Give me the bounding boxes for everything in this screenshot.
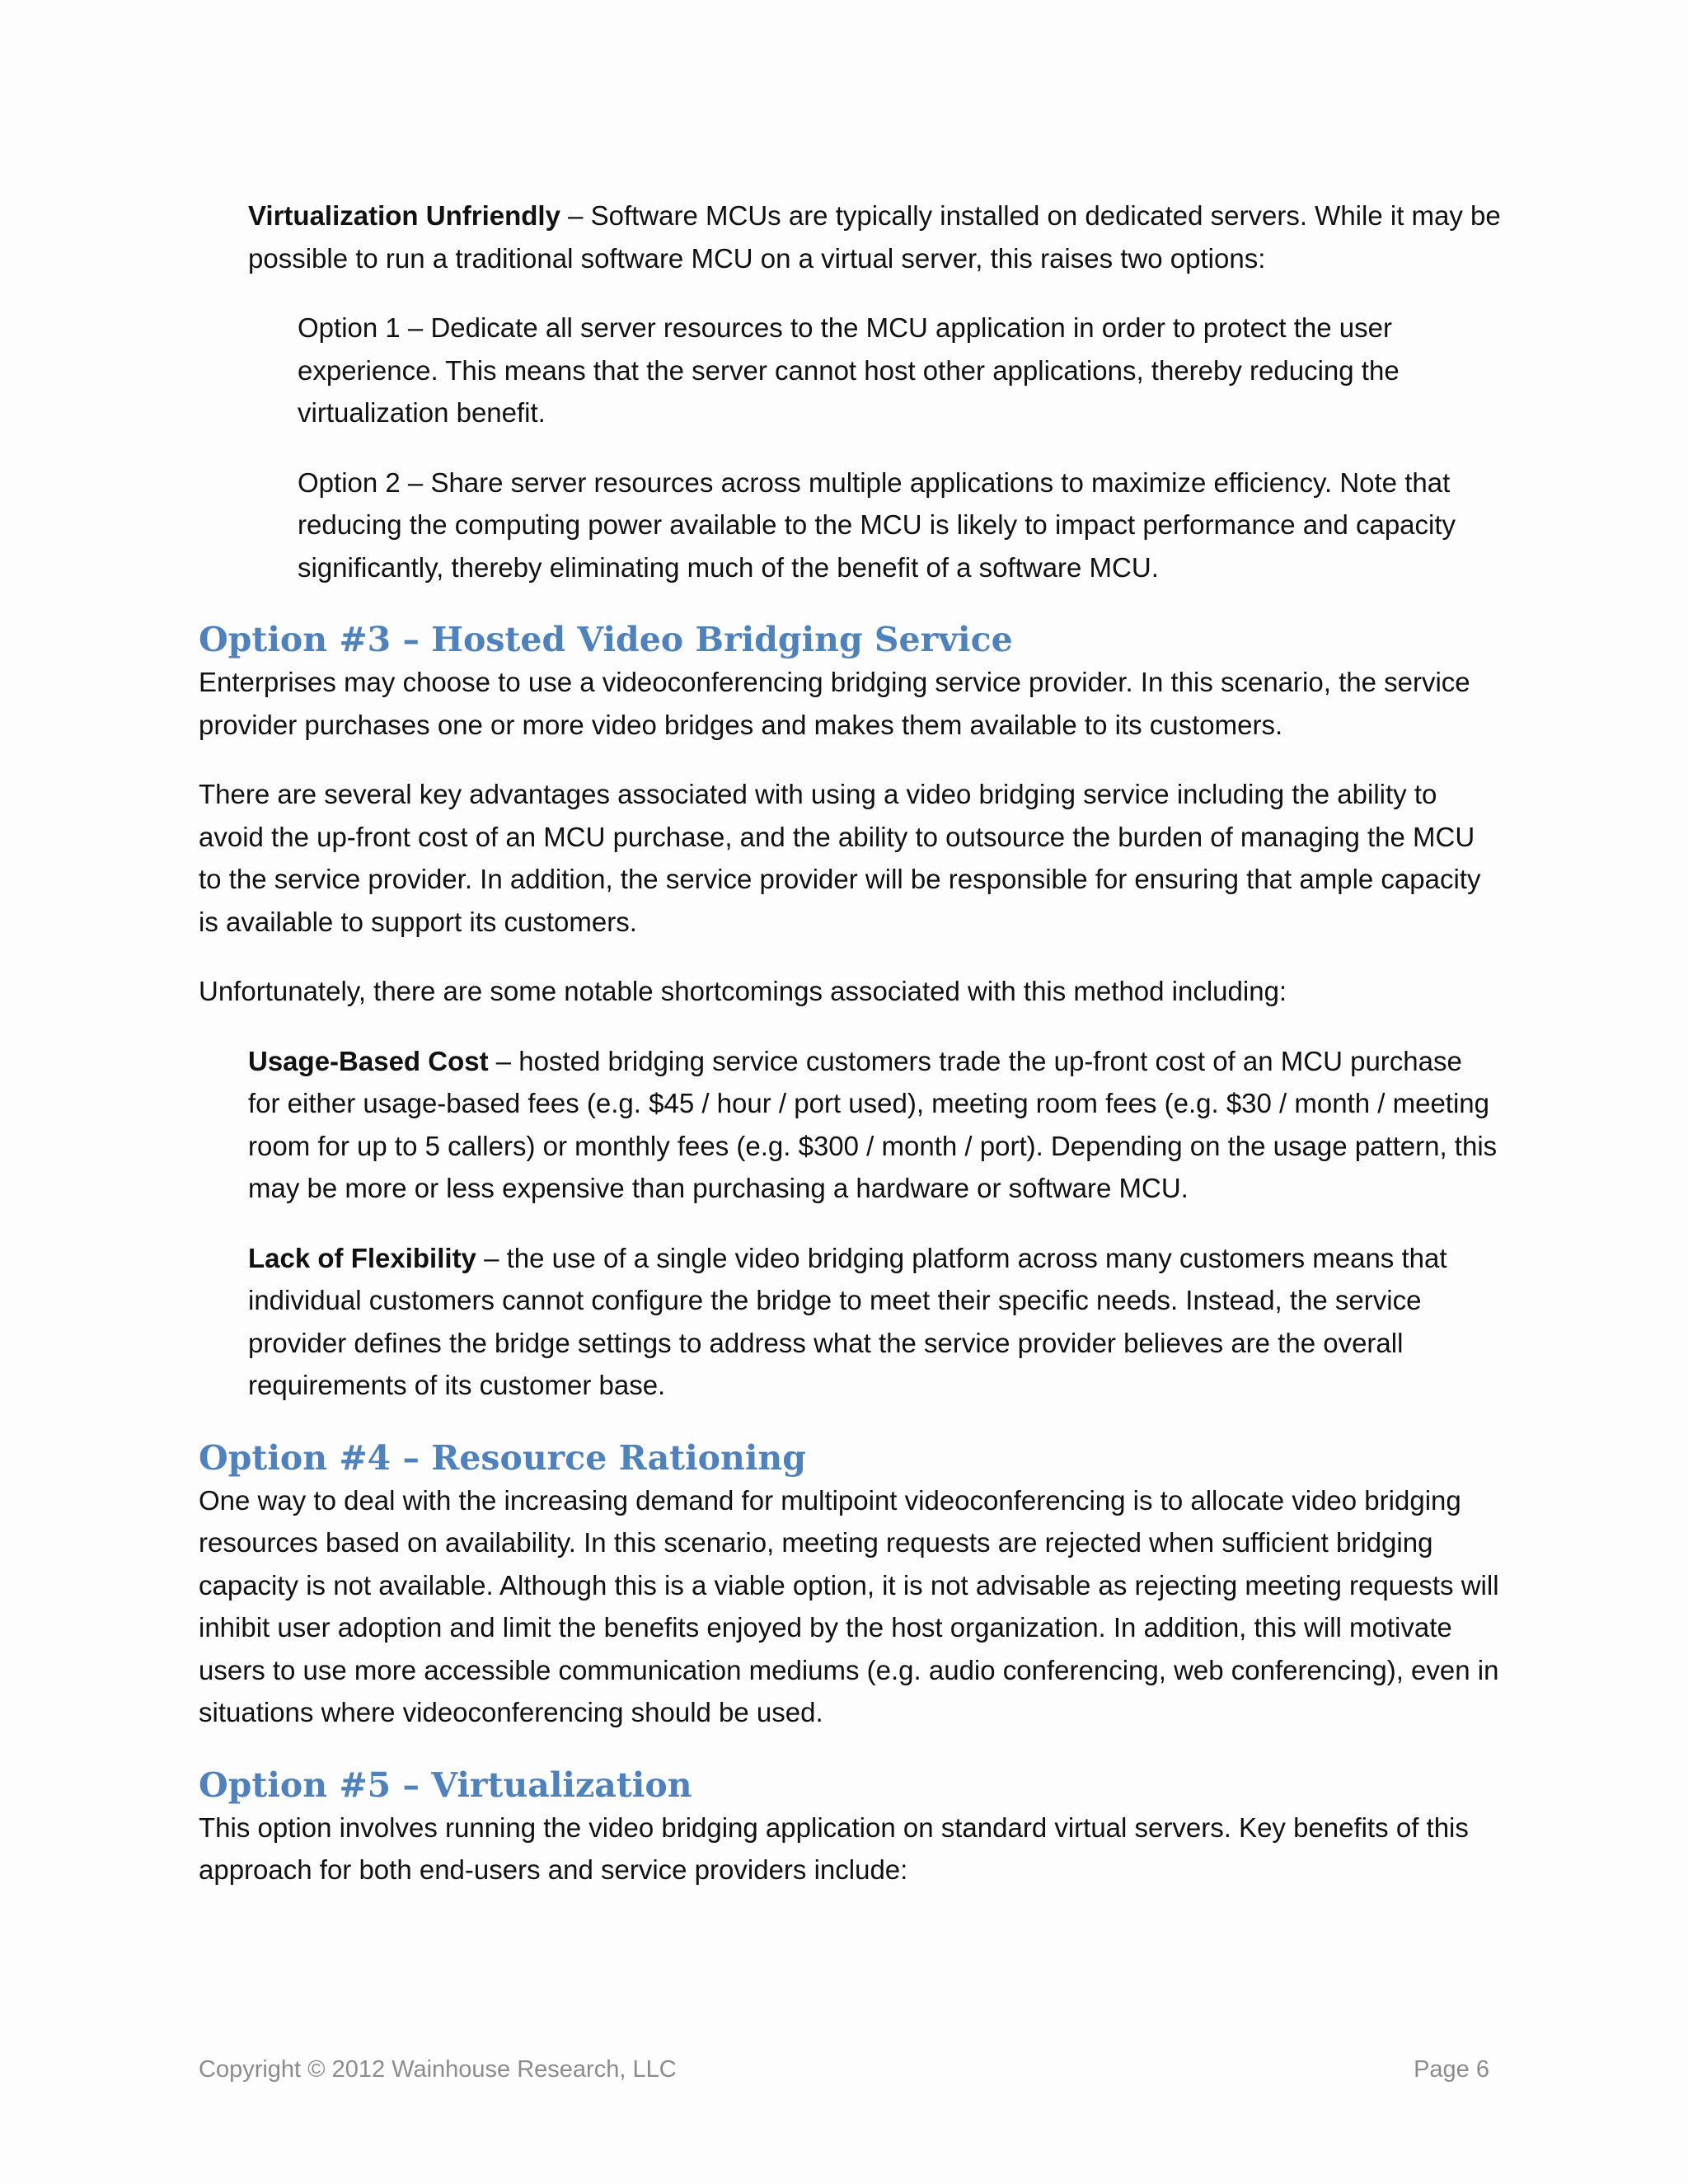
- lack-of-flexibility-term: Lack of Flexibility: [248, 1242, 476, 1273]
- usage-based-cost-paragraph: [248, 1040, 1501, 1210]
- usage-based-cost-text: – hosted bridging service customers trade the up-front cost of an MCU purchase for either usage-based fees (e.g. $45 / hour / port used), meeting room fees (e.g. $30 / month / meeting room for up to 5 callers) or monthly fees (e.g. $300 / month / port). Depending on the usage pattern, this may be more or less expensive than purchasing a hardware or software MCU.: [248, 1045, 1498, 1203]
- virtualization-unfriendly-term: Virtualization Unfriendly: [248, 200, 560, 231]
- option-3-shortcomings-paragraph: Unfortunately, there are some notable shortcomings associated with this method including:: [199, 976, 1287, 1006]
- footer-copyright: Copyright © 2012 Wainhouse Research, LLC: [199, 2056, 677, 2083]
- footer-page-number: Page 6: [1414, 2056, 1489, 2083]
- option-5-paragraph: This option involves running the video bridging application on standard virtual servers. Key benefits of this approach for both end-users and service providers include:: [199, 1811, 1469, 1885]
- lack-of-flexibility-paragraph: [248, 1237, 1501, 1407]
- option-1-paragraph: Option 1 – Dedicate all server resources to the MCU application in order to protect the user experience. This means that the server cannot host other applications, thereby reducing the virtualization benefit.: [298, 312, 1400, 428]
- virtualization-unfriendly-text: – Software MCUs are typically installed on dedicated servers. While it may be possible to run a traditional software MCU on a virtual server, this raises two options:: [248, 200, 1501, 274]
- usage-based-cost-term: Usage-Based Cost: [248, 1045, 489, 1076]
- virtualization-unfriendly-paragraph: [248, 194, 1501, 279]
- option-4-paragraph: One way to deal with the increasing demand for multipoint videoconferencing is to allocate video bridging resources based on availability. In this scenario, meeting requests are rejected when sufficient bridging capacity is not available. Although this is a viable option, it is not advisable as rejecting meeting requests will inhibit user adoption and limit the benefits enjoyed by the host organization. In addition, this will motivate users to use more accessible communication mediums (e.g. audio conferencing, web conferencing), even in situations where videoconferencing should be used.: [199, 1484, 1499, 1727]
- option-2-paragraph: Option 2 – Share server resources across multiple applications to maximize efficiency. Note that reducing the computing power available to the MCU is likely to impact performance and capacity significantly, thereby eliminating much of the benefit of a software MCU.: [298, 466, 1456, 583]
- lack-of-flexibility-text: – the use of a single video bridging platform across many customers means that individual customers cannot configure the bridge to meet their specific needs. Instead, the service provider defines the bridge settings to address what the service provider believes are the overall requirements of its customer base.: [248, 1242, 1447, 1400]
- option-5-heading: Option #5 – Virtualization: [199, 1765, 692, 1805]
- option-3-heading: Option #3 – Hosted Video Bridging Service: [199, 620, 1013, 659]
- option-3-intro-paragraph: Enterprises may choose to use a videoconferencing bridging service provider. In this scenario, the service provider purchases one or more video bridges and makes them available to its customers.: [199, 667, 1470, 740]
- page-content: [199, 194, 1501, 1891]
- option-3-advantages-paragraph: There are several key advantages associated with using a video bridging service including the ability to avoid the up-front cost of an MCU purchase, and the ability to outsource the burden of managing the MCU to the service provider. In addition, the service provider will be responsible for ensuring that ample capacity is available to support its customers.: [199, 779, 1481, 937]
- option-4-heading: Option #4 – Resource Rationing: [199, 1437, 806, 1478]
